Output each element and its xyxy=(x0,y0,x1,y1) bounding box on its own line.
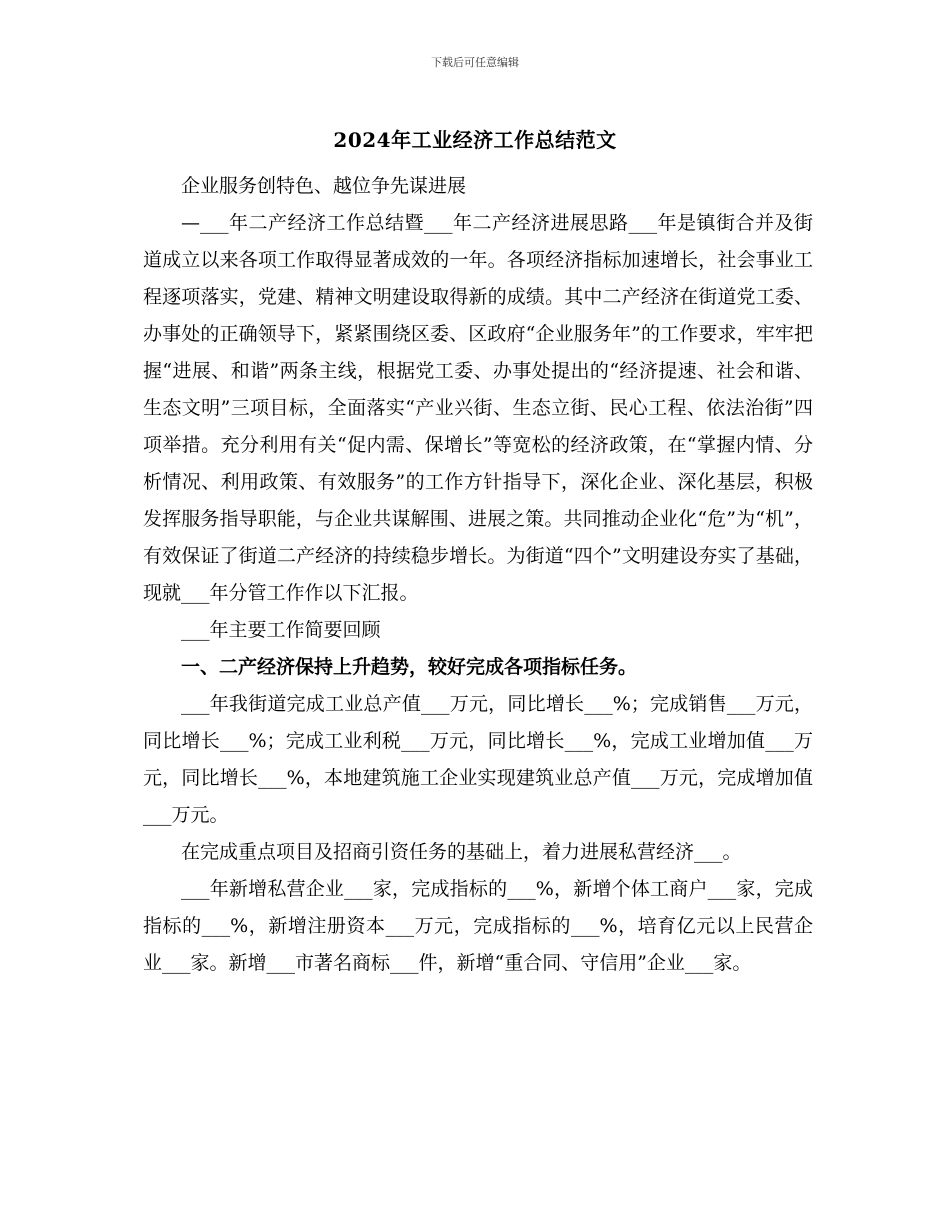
page-header-note: 下载后可任意编辑 xyxy=(431,56,519,69)
document-title: 2024年工业经济工作总结范文 xyxy=(333,128,617,152)
section-heading-1: 一、二产经济保持上升趋势，较好完成各项指标任务。 xyxy=(181,656,638,678)
paragraph-industrial-output: ___年我街道完成工业总产值___万元，同比增长___%；完成销售___万元，同比增长___%；完成工业利税___万元，同比增长___%，完成工业增加值___万元，同比增长___%，本地建筑施工企业实现建筑业总产值___万元，完成增加值___万元。 xyxy=(143,693,813,826)
paragraph-intro: —___年二产经济工作总结暨___年二产经济进展思路___年是镇街合并及街道成立以来各项工作取得显著成效的一年。各项经济指标加速增长，社会事业工程逐项落实，党建、精神文明建设取得新的成绩。其中二产经济在街道党工委、办事处的正确领导下，紧紧围绕区委、区政府“企业服务年”的工作要求，牢牢把握“进展、和谐”两条主线，根据党工委、办事处提出的“经济提速、社会和谐、生态文明”三项目标，全面落实“产业兴街、生态立街、民心工程、依法治街”四项举措。充分利用有关“促内需、保增长”等宽松的经济政策，在“掌握内情、分析情况、利用政策、有效服务”的工作方针指导下，深化企业、深化基层，积极发挥服务指导职能，与企业共谋解围、进展之策。共同推动企业化“危”为“机”，有效保证了街道二产经济的持续稳步增长。为街道“四个”文明建设夯实了基础，现就___年分管工作作以下汇报。 xyxy=(143,212,813,604)
document-body xyxy=(143,168,813,982)
paragraph-subtitle: 企业服务创特色、越位争先谋进展 xyxy=(181,175,467,197)
paragraph-new-enterprises: ___年新增私营企业___家，完成指标的___%，新增个体工商户___家，完成指标的___%，新增注册资本___万元，完成指标的___%，培育亿元以上民营企业___家。新增___市著名商标___件，新增“重合同、守信用”企业___家。 xyxy=(143,878,813,974)
paragraph-private-economy: 在完成重点项目及招商引资任务的基础上，着力进展私营经济___。 xyxy=(181,841,742,863)
paragraph-review-heading: ___年主要工作简要回顾 xyxy=(181,619,381,641)
